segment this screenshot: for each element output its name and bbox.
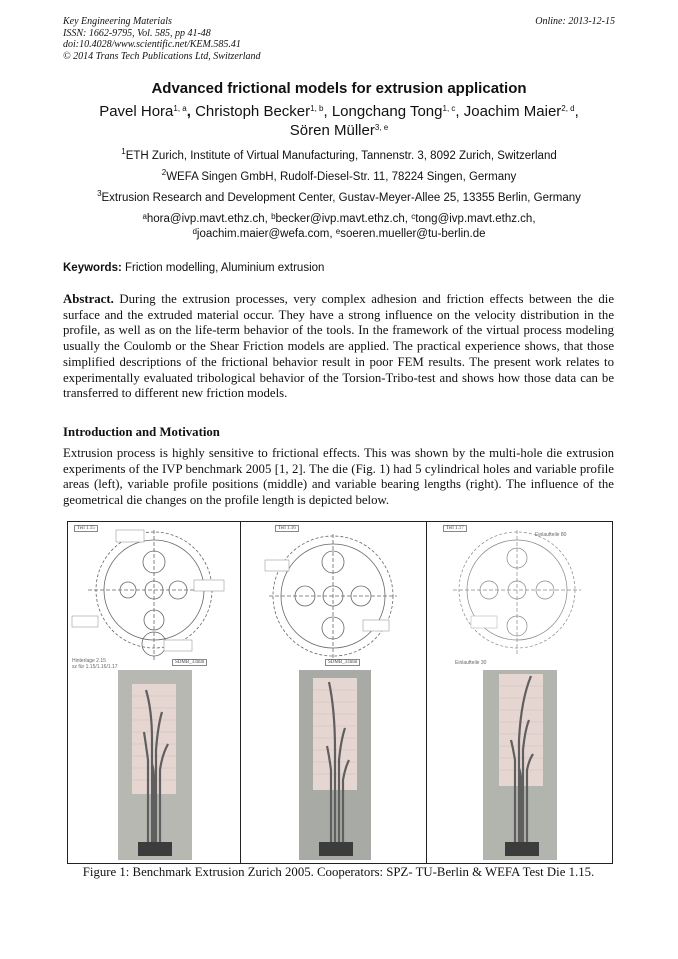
die-stamp: SDMB_33mm [172,659,207,666]
author-name: Christoph Becker [195,103,311,120]
email-sup: b [271,212,276,221]
author-sup: 1, c [442,104,456,113]
journal-name: Key Engineering Materials [63,16,172,27]
email-sup: a [142,212,147,221]
author-name: Pavel Hora [99,103,174,120]
email-sup: c [411,212,416,221]
die-stamp: SDMB_33mm [325,659,360,666]
extrusion-photo [299,670,371,860]
email-link[interactable]: tong@ivp.mavt.ethz.ch [415,213,533,225]
extruded-profiles-image [483,670,557,860]
figure-panel-middle [240,522,427,863]
author-name: Longchang Tong [331,103,443,120]
die-drawing [68,522,240,667]
extruded-profiles-image [299,670,371,860]
die-drawing [427,522,613,667]
author-sup: 2, d [561,104,575,113]
extrusion-photo [118,670,192,860]
author-sup: 3, e [374,123,389,132]
affiliation-sup: 1 [121,147,126,156]
email-link[interactable]: soeren.mueller@tu-berlin.de [340,228,486,240]
die-part-label: Teil 1.15 [74,525,98,532]
figure-caption: Figure 1: Benchmark Extrusion Zurich 2005. Cooperators: SPZ- TU-Berlin & WEFA Test Die 1.15. [82,865,595,879]
extrusion-photo [483,670,557,860]
email-link[interactable]: becker@ivp.mavt.ethz.ch [275,213,405,225]
email-sup: e [335,227,341,236]
extruded-profiles-image [118,670,192,860]
die-label: Einlaufteile 80 [535,532,567,538]
intro-paragraph: Extrusion process is highly sensitive to frictional effects. This was shown by the multi-hole die extrusion experiments of the IVP benchmark 2005 [1, 2]. The die (Fig. 1) had 5 cylindrical holes and variable profile areas (left), variable profile positions (middle) and variable bearing lengths (right). The influence of the geometrical die changes on the profile length is depicted below. [63,446,614,508]
section-heading: Introduction and Motivation [63,425,220,439]
author-sup: 1, a [173,104,187,113]
journal-issn: ISSN: 1662-9795, Vol. 585, pp 41-48 [63,27,211,39]
email-link[interactable]: joachim.maier@wefa.com [196,228,330,240]
die-part-label: Teil 1.17 [443,525,467,532]
keywords [63,262,324,274]
affiliation-text: Extrusion Research and Development Center, Gustav-Meyer-Allee 25, 13355 Berlin, Germany [101,192,581,204]
die-drawing [241,522,427,667]
author-name: Joachim Maier [463,103,562,120]
affiliation [30,189,648,204]
online-date: Online: 2013-12-15 [535,16,615,27]
die-label: Einlaufteile 30 [455,660,487,666]
die-note: sz für 1.15/1.16/1.17 [72,664,118,670]
keywords-text: Friction modelling, Aluminium extrusion [125,262,325,274]
abstract [63,292,614,402]
author-sup: 1, b [310,104,324,113]
abstract-label: Abstract. [63,292,114,306]
author-emails: $^a$hora@ivp.mavt.ethz.ch, $^b$becker@ivp.mavt.ethz.ch, $^c$tong@ivp.mavt.ethz.ch, $^d$joachim.maier@wefa.com, $^e$soeren.mueller@tu-berlin.de [142,212,536,240]
author-name: Sören Müller [289,122,375,139]
keywords-label: Keywords: [63,262,122,274]
die-part-label: Teil 1.16 [275,525,299,532]
abstract-text: During the extrusion processes, very complex adhesion and friction effects between the die surface and the extruded material occur. They have a strong influence on the velocity distribution in the profile, as well as on the life-term behavior of the tools. In the framework of the virtual process modeling usually the Coulomb or the Shear Friction models are applied. The practical experience shows, that those simplified descriptions of the frictional behavior result in poor FEM results. The present work relates to experimentally evaluated tribological behavior of the Torsion-Tribo-test and shows how those data can be transferred to different new friction models. [63,292,615,401]
affiliation [30,168,648,183]
affiliation-sup: 3 [97,189,102,198]
figure-panel-right [426,522,613,863]
journal-info [63,16,261,62]
affiliation [30,147,648,162]
email-sup: d [192,227,197,236]
journal-doi: doi:10.4028/www.scientific.net/KEM.585.41 [63,39,241,50]
affiliation-text: ETH Zurich, Institute of Virtual Manufacturing, Tannenstr. 3, 8092 Zurich, Switzerland [125,150,557,162]
author-list: Pavel Hora$^{1, a}$, Christoph Becker$^{1, b}$, Longchang Tong$^{1, c}$, Joachim Maier$^{2, d}$, Sören Müller$^{3, e}$ [99,103,579,139]
affiliation-sup: 2 [161,168,167,177]
paper-title: Advanced frictional models for extrusion application [151,80,527,97]
journal-copyright: © 2014 Trans Tech Publications Ltd, Switzerland [63,50,261,62]
figure-1 [67,521,613,864]
email-link[interactable]: hora@ivp.mavt.ethz.ch [146,213,265,225]
die-note: Hinterlage 2.15 [72,658,106,664]
figure-panel-left [68,522,240,863]
affiliation-text: WEFA Singen GmbH, Rudolf-Diesel-Str. 11, 78224 Singen, Germany [166,171,517,183]
